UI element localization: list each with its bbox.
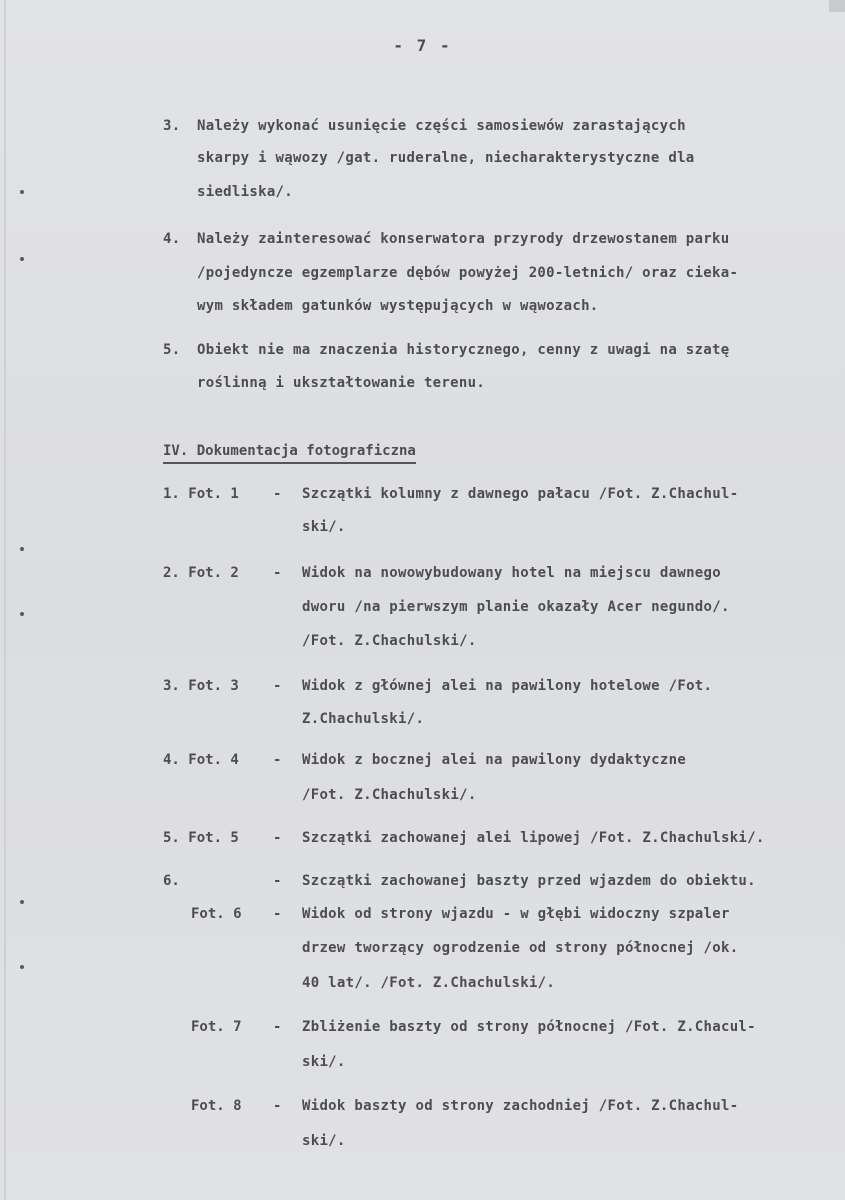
photo-caption-line: Szczątki kolumny z dawnego pałacu /Fot. Z.Chachul- — [302, 486, 739, 502]
photo-dash: - — [273, 678, 282, 694]
punch-hole-mark — [20, 190, 24, 194]
item-text-line: Należy wykonać usunięcie części samosiewów zarastających — [197, 118, 686, 134]
photo-label: Fot. 7 — [191, 1019, 242, 1035]
photo-label: Fot. 8 — [191, 1098, 242, 1114]
photo-dash: - — [273, 830, 282, 846]
photo-caption-line: /Fot. Z.Chachulski/. — [302, 633, 477, 649]
punch-hole-mark — [20, 900, 24, 904]
photo-caption-line: /Fot. Z.Chachulski/. — [302, 787, 477, 803]
photo-caption-line: Widok na nowowybudowany hotel na miejscu dawnego — [302, 565, 721, 581]
photo-caption-line: ski/. — [302, 519, 346, 535]
photo-label: 3. Fot. 3 — [163, 678, 239, 694]
photo-caption-line: Widok z bocznej alei na pawilony dydaktyczne — [302, 752, 687, 768]
item-text-line: /pojedyncze egzemplarze dębów powyżej 200-letnich/ oraz cieka- — [197, 265, 739, 281]
punch-hole-mark — [20, 965, 24, 969]
photo-caption-line: Widok z głównej alei na pawilony hotelowe /Fot. — [302, 678, 713, 694]
punch-hole-mark — [20, 612, 24, 616]
photo-caption-line: dworu /na pierwszym planie okazały Acer negundo/. — [302, 599, 730, 615]
photo-dash: - — [273, 906, 282, 922]
photo-caption-line: Szczątki zachowanej alei lipowej /Fot. Z.Chachulski/. — [302, 830, 765, 846]
item-text-line: Obiekt nie ma znaczenia historycznego, cenny z uwagi na szatę — [197, 342, 730, 358]
item-text-line: skarpy i wąwozy /gat. ruderalne, niecharakterystyczne dla — [197, 150, 695, 166]
photo-label: 5. Fot. 5 — [163, 830, 239, 846]
photo-caption-line: Widok baszty od strony zachodniej /Fot. Z.Chachul- — [302, 1098, 739, 1114]
photo-caption-line: Szczątki zachowanej baszty przed wjazdem do obiektu. — [302, 873, 756, 889]
item-text-line: roślinną i ukształtowanie terenu. — [197, 375, 486, 391]
photo-dash: - — [273, 1019, 282, 1035]
photo-label: 6. — [163, 873, 180, 889]
photo-dash: - — [273, 1098, 282, 1114]
photo-caption-line: Widok od strony wjazdu - w głębi widoczny szpaler — [302, 906, 730, 922]
photo-caption-line: 40 lat/. /Fot. Z.Chachulski/. — [302, 975, 556, 991]
photo-dash: - — [273, 873, 282, 889]
photo-caption-line: Z.Chachulski/. — [302, 711, 425, 727]
section-heading: IV. Dokumentacja fotograficzna — [163, 443, 416, 464]
photo-label: 4. Fot. 4 — [163, 752, 239, 768]
photo-caption-line: ski/. — [302, 1054, 346, 1070]
photo-label: 1. Fot. 1 — [163, 486, 239, 502]
photo-caption-line: Zbliżenie baszty od strony północnej /Fot. Z.Chacul- — [302, 1019, 756, 1035]
photo-caption-line: drzew tworzący ogrodzenie od strony północnej /ok. — [302, 940, 739, 956]
item-text-line: wym składem gatunków występujących w wąwozach. — [197, 298, 599, 314]
photo-label: Fot. 6 — [191, 906, 242, 922]
page-edge — [4, 0, 6, 1200]
page-number: - 7 - — [393, 36, 452, 55]
photo-dash: - — [273, 486, 282, 502]
item-number: 4. — [163, 231, 181, 247]
photo-label: 2. Fot. 2 — [163, 565, 239, 581]
punch-hole-mark — [20, 547, 24, 551]
item-number: 3. — [163, 118, 181, 134]
photo-caption-line: ski/. — [302, 1133, 346, 1149]
punch-hole-mark — [20, 257, 24, 261]
item-number: 5. — [163, 342, 181, 358]
photo-dash: - — [273, 565, 282, 581]
item-text-line: Należy zainteresować konserwatora przyrody drzewostanem parku — [197, 231, 730, 247]
photo-dash: - — [273, 752, 282, 768]
page-corner — [829, 0, 845, 12]
item-text-line: siedliska/. — [197, 184, 294, 200]
